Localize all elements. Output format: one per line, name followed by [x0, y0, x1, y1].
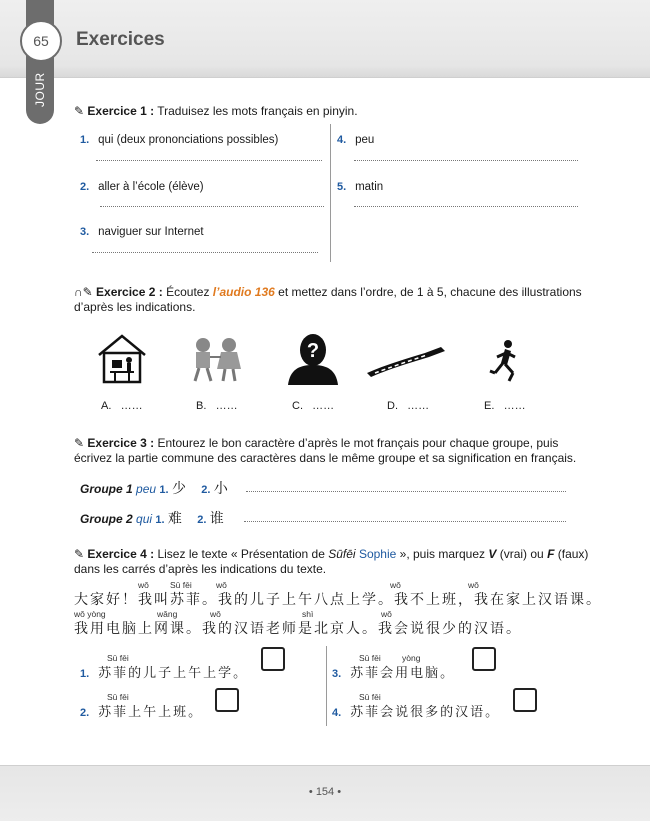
svg-text:?: ? — [306, 340, 320, 362]
day-label: JOUR — [33, 72, 47, 108]
pinyin: wǒ yòng — [74, 609, 106, 619]
character-choice[interactable]: 少 — [171, 481, 188, 497]
answer-line[interactable] — [354, 206, 578, 207]
pinyin: wǒ — [210, 609, 221, 619]
answer-line[interactable] — [246, 491, 566, 492]
pencil-icon: ✎ — [82, 285, 93, 299]
character-choice[interactable]: 小 — [213, 481, 230, 497]
pinyin: Sū fēi — [359, 653, 381, 663]
ex1-item-2: 2. aller à l’école (élève) — [80, 181, 204, 193]
day-number: 65 — [20, 20, 62, 62]
reading-text-line-2: 我用电脑上网课。我的汉语老师是北京人。我会说很少的汉语。 — [74, 621, 522, 637]
ex1-item-4: 4. peu — [337, 134, 375, 146]
column-divider — [330, 124, 331, 262]
answer-line[interactable] — [92, 252, 318, 253]
answer-line[interactable] — [244, 521, 566, 522]
blank[interactable]: …… — [215, 400, 238, 412]
statement-1: 1. 苏菲的儿子上午上学。 — [80, 666, 249, 681]
pinyin: wǒ — [138, 580, 149, 590]
blank[interactable]: …… — [503, 400, 526, 412]
exercise-2-title: ∩✎ Exercice 2 : Écoutez l’audio 136 et mettez dans l’ordre, de 1 à 5, chacune des illustrations d’après les indications. — [74, 285, 582, 314]
pencil-icon: ✎ — [74, 547, 85, 561]
blank[interactable]: …… — [407, 400, 430, 412]
true-false-box[interactable] — [261, 647, 285, 671]
statement-3: 3. 苏菲会用电脑。 — [332, 666, 456, 681]
blank[interactable]: …… — [312, 400, 335, 412]
column-divider — [326, 646, 327, 726]
character-choice[interactable]: 谁 — [209, 511, 226, 527]
pinyin: wǒ — [216, 580, 227, 590]
illustration-label-a: A. …… — [101, 400, 143, 412]
true-false-box[interactable] — [472, 647, 496, 671]
pinyin: Sū fēi — [107, 653, 129, 663]
pinyin: wǒ — [381, 609, 392, 619]
page-number: • 154 • — [308, 786, 342, 798]
exercise-4-title: ✎ Exercice 4 : Lisez le texte « Présentation de Sūfēi Sophie », puis marquez V (vrai) ou F (faux) dans les carrés d’après les indications du texte. — [74, 547, 589, 576]
pinyin: Sū fēi — [170, 580, 192, 590]
answer-line[interactable] — [100, 206, 324, 207]
ex1-item-1: 1. qui (deux prononciations possibles) — [80, 134, 279, 146]
audio-reference[interactable]: l’audio 136 — [212, 285, 275, 299]
statement-2: 2. 苏菲上午上班。 — [80, 705, 204, 720]
road-icon — [365, 343, 447, 379]
headphones-icon: ∩ — [74, 285, 83, 299]
page-title: Exercices — [76, 29, 165, 50]
answer-line[interactable] — [96, 160, 322, 161]
ex1-item-3: 3. naviguer sur Internet — [80, 226, 204, 238]
pinyin: Sū fēi — [359, 692, 381, 702]
question-head-icon — [286, 331, 340, 385]
reading-text-line-1: 大家好！我叫苏菲。我的儿子上午八点上学。我不上班，我在家上汉语课。 — [74, 592, 602, 608]
runner-icon — [487, 339, 523, 383]
illustration-label-b: B. …… — [196, 400, 238, 412]
ex1-item-5: 5. matin — [337, 181, 384, 193]
pinyin: wǒ — [468, 580, 479, 590]
true-false-box[interactable] — [513, 688, 537, 712]
illustration-label-e: E. …… — [484, 400, 526, 412]
pinyin: wǎng — [157, 609, 178, 619]
house-computer-icon — [96, 333, 148, 385]
blank[interactable]: …… — [120, 400, 143, 412]
pinyin: shì — [302, 609, 314, 619]
students-icon — [185, 335, 251, 383]
exercise-3-title: ✎ Exercice 3 : Entourez le bon caractère d’après le mot français pour chaque groupe, puis écrivez la partie commune des caractères dans le même groupe et sa signification en français. — [74, 436, 577, 465]
pinyin: wǒ — [390, 580, 401, 590]
pencil-icon: ✎ — [74, 104, 85, 118]
illustration-label-d: D. …… — [387, 400, 430, 412]
pencil-icon: ✎ — [74, 436, 85, 450]
group-1: Groupe 1 peu 1. 少 2. 小 — [80, 481, 230, 497]
pinyin: yòng — [402, 653, 421, 663]
pinyin: Sū fēi — [107, 692, 129, 702]
answer-line[interactable] — [354, 160, 578, 161]
group-2: Groupe 2 qui 1. 难 2. 谁 — [80, 511, 226, 527]
illustration-label-c: C. …… — [292, 400, 335, 412]
exercise-1-title: ✎ Exercice 1 : Traduisez les mots français en pinyin. — [74, 104, 358, 118]
statement-4: 4. 苏菲会说很多的汉语。 — [332, 705, 501, 720]
character-choice[interactable]: 难 — [167, 511, 184, 527]
true-false-box[interactable] — [215, 688, 239, 712]
